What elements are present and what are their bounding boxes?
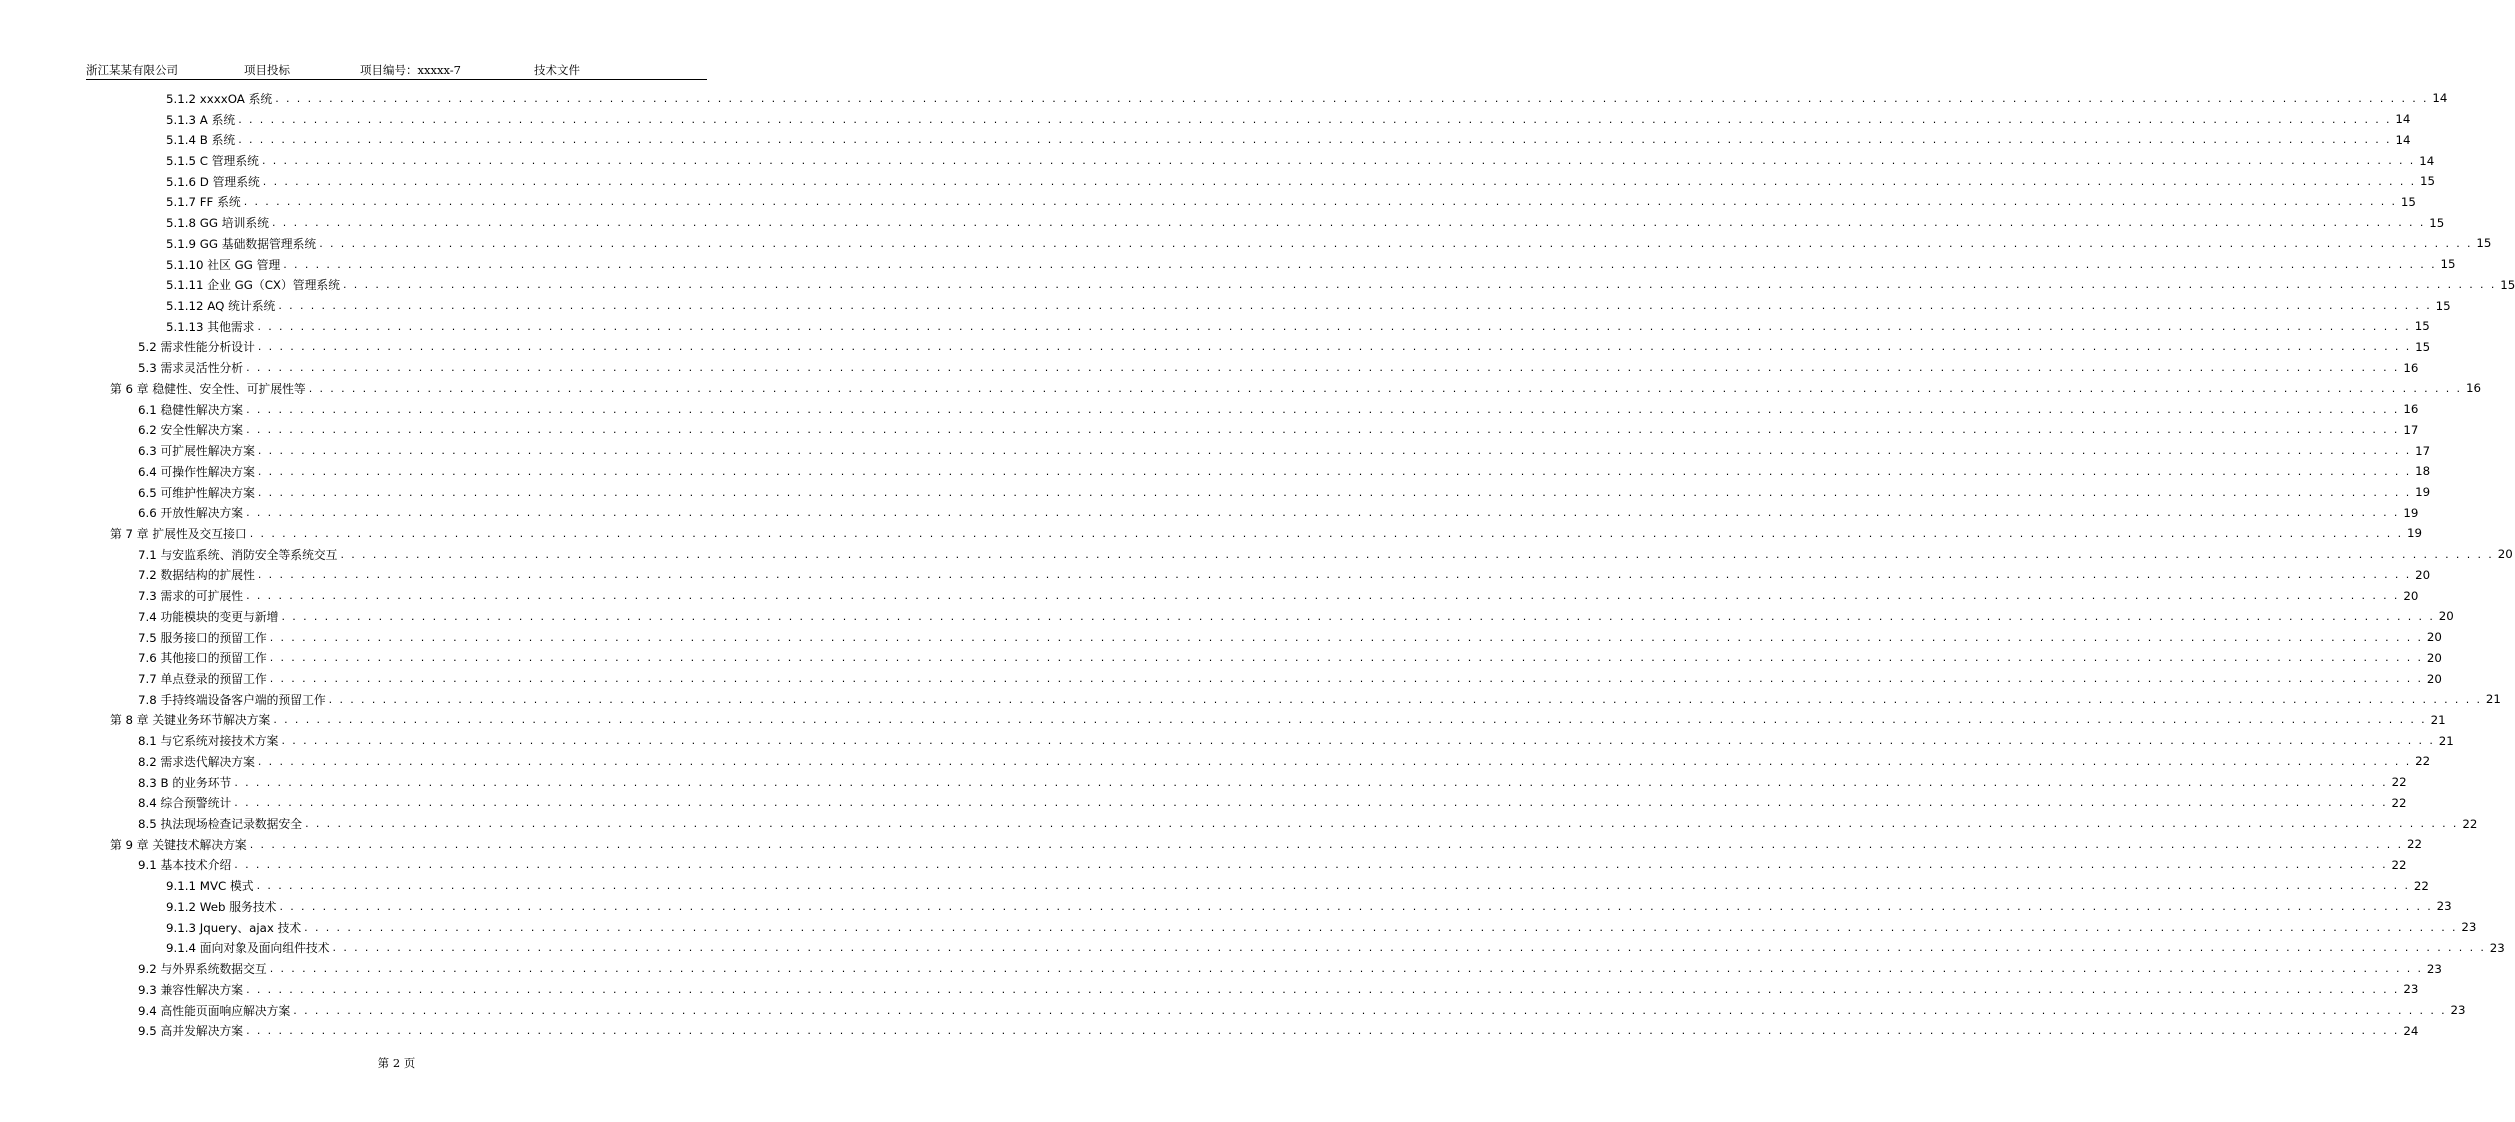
toc-entry[interactable]: [110, 710, 2446, 731]
toc-leader-dots: . . . . . . . . . . . . . . . . . . . . . . . . . . . . . . . . . . . . . . . . . . . . . . . . . . . . . . . . . . . . . . . . . . . . . . . . . . . . . . . . . . . . . . . . . . . . . . . . . . . . . . . . . . . . . . . . . . . . . . . . . . . . . . . . . . . . . . . . . . . . . . . . . . . . . . . . . . . . . . . . . . . . . . . . . . . . . . . . . . . . . . . . . . . . . . . . . . . . . . . .: [269, 651, 2423, 665]
toc-entry[interactable]: [166, 938, 2505, 959]
toc-entry-page: 17: [2415, 443, 2431, 458]
toc-entry-page: 15: [2500, 277, 2515, 292]
toc-entry-title: 5.1.4 B 系统: [166, 133, 236, 148]
toc-leader-dots: . . . . . . . . . . . . . . . . . . . . . . . . . . . . . . . . . . . . . . . . . . . . . . . . . . . . . . . . . . . . . . . . . . . . . . . . . . . . . . . . . . . . . . . . . . . . . . . . . . . . . . . . . . . . . . . . . . . . . . . . . . . . . . . . . . . . . . . . . . . . . . . . . . . . . . . . . . . . . . . . . . . . . . . . . . . . . . . . . . . . . . . . . . . . . . . . . . . . . . . .: [328, 692, 2482, 706]
toc-entry-title: 8.1 与它系统对接技术方案: [138, 734, 279, 749]
toc-entry-title: 第 9 章 关键技术解决方案: [110, 837, 247, 852]
toc-entry[interactable]: [138, 606, 2454, 627]
toc-entry-title: 5.1.12 AQ 统计系统: [166, 299, 276, 314]
toc-leader-dots: . . . . . . . . . . . . . . . . . . . . . . . . . . . . . . . . . . . . . . . . . . . . . . . . . . . . . . . . . . . . . . . . . . . . . . . . . . . . . . . . . . . . . . . . . . . . . . . . . . . . . . . . . . . . . . . . . . . . . . . . . . . . . . . . . . . . . . . . . . . . . . . . . . . . . . . . . . . . . . . . . . . . . . . . . . . . . . . . . . . . . . . . . . . . . . . . . . . . . . . .: [246, 589, 2400, 603]
page-number-label: 第 2 页: [377, 1056, 416, 1070]
toc-leader-dots: . . . . . . . . . . . . . . . . . . . . . . . . . . . . . . . . . . . . . . . . . . . . . . . . . . . . . . . . . . . . . . . . . . . . . . . . . . . . . . . . . . . . . . . . . . . . . . . . . . . . . . . . . . . . . . . . . . . . . . . . . . . . . . . . . . . . . . . . . . . . . . . . . . . . . . . . . . . . . . . . . . . . . . . . . . . . . . . . . . . . . . . . . . . . . . . . . . . . . . . .: [275, 91, 2429, 105]
toc-entry[interactable]: [138, 544, 2513, 565]
toc-entry[interactable]: [166, 109, 2411, 130]
toc-leader-dots: . . . . . . . . . . . . . . . . . . . . . . . . . . . . . . . . . . . . . . . . . . . . . . . . . . . . . . . . . . . . . . . . . . . . . . . . . . . . . . . . . . . . . . . . . . . . . . . . . . . . . . . . . . . . . . . . . . . . . . . . . . . . . . . . . . . . . . . . . . . . . . . . . . . . . . . . . . . . . . . . . . . . . . . . . . . . . . . . . . . . . . . . . . . . . . . . . . . . . . . .: [273, 713, 2427, 727]
toc-entry-page: 22: [2391, 795, 2407, 810]
toc-leader-dots: . . . . . . . . . . . . . . . . . . . . . . . . . . . . . . . . . . . . . . . . . . . . . . . . . . . . . . . . . . . . . . . . . . . . . . . . . . . . . . . . . . . . . . . . . . . . . . . . . . . . . . . . . . . . . . . . . . . . . . . . . . . . . . . . . . . . . . . . . . . . . . . . . . . . . . . . . . . . . . . . . . . . . . . . . . . . . . . . . . . . . . . . . . . . . . . . . . . . . . . .: [332, 941, 2486, 955]
toc-leader-dots: . . . . . . . . . . . . . . . . . . . . . . . . . . . . . . . . . . . . . . . . . . . . . . . . . . . . . . . . . . . . . . . . . . . . . . . . . . . . . . . . . . . . . . . . . . . . . . . . . . . . . . . . . . . . . . . . . . . . . . . . . . . . . . . . . . . . . . . . . . . . . . . . . . . . . . . . . . . . . . . . . . . . . . . . . . . . . . . . . . . . . . . . . . . . . . . . . . . . . . . .: [246, 423, 2400, 437]
toc-entry-title: 5.1.5 C 管理系统: [166, 154, 259, 168]
toc-entry[interactable]: [166, 233, 2492, 254]
toc-entry-page: 23: [2426, 961, 2442, 976]
toc-entry[interactable]: [138, 668, 2442, 689]
toc-entry-title: 7.8 手持终端设备客户端的预留工作: [138, 692, 326, 707]
toc-entry-page: 15: [2414, 319, 2430, 334]
toc-leader-dots: . . . . . . . . . . . . . . . . . . . . . . . . . . . . . . . . . . . . . . . . . . . . . . . . . . . . . . . . . . . . . . . . . . . . . . . . . . . . . . . . . . . . . . . . . . . . . . . . . . . . . . . . . . . . . . . . . . . . . . . . . . . . . . . . . . . . . . . . . . . . . . . . . . . . . . . . . . . . . . . . . . . . . . . . . . . . . . . . . . . . . . . . . . . . . . . . . . . . . . . .: [246, 402, 2400, 416]
toc-entry[interactable]: [166, 88, 2448, 109]
toc-entry-page: 14: [2432, 91, 2448, 106]
toc-entry-page: 22: [2406, 837, 2422, 852]
toc-leader-dots: . . . . . . . . . . . . . . . . . . . . . . . . . . . . . . . . . . . . . . . . . . . . . . . . . . . . . . . . . . . . . . . . . . . . . . . . . . . . . . . . . . . . . . . . . . . . . . . . . . . . . . . . . . . . . . . . . . . . . . . . . . . . . . . . . . . . . . . . . . . . . . . . . . . . . . . . . . . . . . . . . . . . . . . . . . . . . . . . . . . . . . . . . . . . . . . . . . . . . . . .: [246, 1024, 2400, 1038]
toc-entry-page: 20: [2426, 630, 2442, 645]
toc-entry[interactable]: [138, 482, 2431, 503]
toc-entry-page: 14: [2395, 132, 2411, 147]
toc-entry-page: 15: [2415, 339, 2431, 354]
toc-entry-title: 第 8 章 关键业务环节解决方案: [110, 713, 271, 728]
toc-entry[interactable]: [138, 772, 2407, 793]
toc-entry-title: 9.5 高并发解决方案: [138, 1024, 244, 1039]
toc-entry[interactable]: [138, 461, 2431, 482]
toc-entry[interactable]: [166, 150, 2435, 171]
toc-entry-page: 14: [2419, 153, 2435, 168]
toc-entry-title: 6.4 可操作性解决方案: [138, 464, 255, 479]
toc-entry-page: 19: [2403, 505, 2419, 520]
toc-entry[interactable]: [138, 855, 2407, 876]
toc-entry-title: 5.1.2 xxxxOA 系统: [166, 91, 273, 106]
toc-leader-dots: . . . . . . . . . . . . . . . . . . . . . . . . . . . . . . . . . . . . . . . . . . . . . . . . . . . . . . . . . . . . . . . . . . . . . . . . . . . . . . . . . . . . . . . . . . . . . . . . . . . . . . . . . . . . . . . . . . . . . . . . . . . . . . . . . . . . . . . . . . . . . . . . . . . . . . . . . . . . . . . . . . . . . . . . . . . . . . . . . . . . . . . . . . . . . . . . . . . . . . . .: [234, 796, 2388, 810]
toc-entry[interactable]: [138, 502, 2419, 523]
toc-leader-dots: . . . . . . . . . . . . . . . . . . . . . . . . . . . . . . . . . . . . . . . . . . . . . . . . . . . . . . . . . . . . . . . . . . . . . . . . . . . . . . . . . . . . . . . . . . . . . . . . . . . . . . . . . . . . . . . . . . . . . . . . . . . . . . . . . . . . . . . . . . . . . . . . . . . . . . . . . . . . . . . . . . . . . . . . . . . . . . . . . . . . . . . . . . . . . . . . . . . . . . . .: [257, 754, 2412, 768]
toc-entry-page: 20: [2497, 547, 2513, 562]
toc-leader-dots: . . . . . . . . . . . . . . . . . . . . . . . . . . . . . . . . . . . . . . . . . . . . . . . . . . . . . . . . . . . . . . . . . . . . . . . . . . . . . . . . . . . . . . . . . . . . . . . . . . . . . . . . . . . . . . . . . . . . . . . . . . . . . . . . . . . . . . . . . . . . . . . . . . . . . . . . . . . . . . . . . . . . . . . . . . . . . . . . . . . . . . . . . . . . . . . . . . . . . . . .: [257, 568, 2412, 582]
toc-leader-dots: . . . . . . . . . . . . . . . . . . . . . . . . . . . . . . . . . . . . . . . . . . . . . . . . . . . . . . . . . . . . . . . . . . . . . . . . . . . . . . . . . . . . . . . . . . . . . . . . . . . . . . . . . . . . . . . . . . . . . . . . . . . . . . . . . . . . . . . . . . . . . . . . . . . . . . . . . . . . . . . . . . . . . . . . . . . . . . . . . . . . . . . . . . . . . . . . . . . . . . . .: [272, 216, 2426, 230]
toc-leader-dots: . . . . . . . . . . . . . . . . . . . . . . . . . . . . . . . . . . . . . . . . . . . . . . . . . . . . . . . . . . . . . . . . . . . . . . . . . . . . . . . . . . . . . . . . . . . . . . . . . . . . . . . . . . . . . . . . . . . . . . . . . . . . . . . . . . . . . . . . . . . . . . . . . . . . . . . . . . . . . . . . . . . . . . . . . . . . . . . . . . . . . . . . . . . . . . . . . . . . . . . .: [257, 319, 2411, 333]
toc-entry-title: 5.1.13 其他需求: [166, 319, 255, 334]
toc-leader-dots: . . . . . . . . . . . . . . . . . . . . . . . . . . . . . . . . . . . . . . . . . . . . . . . . . . . . . . . . . . . . . . . . . . . . . . . . . . . . . . . . . . . . . . . . . . . . . . . . . . . . . . . . . . . . . . . . . . . . . . . . . . . . . . . . . . . . . . . . . . . . . . . . . . . . . . . . . . . . . . . . . . . . . . . . . . . . . . . . . . . . . . . . . . . . . . . . . . . . . . . .: [246, 361, 2400, 375]
toc-leader-dots: . . . . . . . . . . . . . . . . . . . . . . . . . . . . . . . . . . . . . . . . . . . . . . . . . . . . . . . . . . . . . . . . . . . . . . . . . . . . . . . . . . . . . . . . . . . . . . . . . . . . . . . . . . . . . . . . . . . . . . . . . . . . . . . . . . . . . . . . . . . . . . . . . . . . . . . . . . . . . . . . . . . . . . . . . . . . . . . . . . . . . . . . . . . . . . . . . . . . . . . .: [249, 526, 2403, 540]
toc-entry-title: 6.1 稳健性解决方案: [138, 402, 244, 417]
toc-entry-page: 19: [2406, 526, 2422, 541]
toc-entry-page: 18: [2415, 464, 2431, 479]
toc-entry[interactable]: [166, 896, 2452, 917]
toc-entry-page: 21: [2485, 692, 2501, 707]
toc-entry-title: 8.5 执法现场检查记录数据安全: [138, 817, 303, 832]
toc-entry[interactable]: [138, 979, 2419, 1000]
toc-entry-title: 5.1.11 企业 GG（CX）管理系统: [166, 278, 340, 293]
toc-entry-title: 第 7 章 扩展性及交互接口: [110, 526, 247, 541]
toc-entry-title: 7.1 与安监系统、消防安全等系统交互: [138, 547, 338, 562]
toc-entry[interactable]: [138, 1020, 2419, 1041]
toc-leader-dots: . . . . . . . . . . . . . . . . . . . . . . . . . . . . . . . . . . . . . . . . . . . . . . . . . . . . . . . . . . . . . . . . . . . . . . . . . . . . . . . . . . . . . . . . . . . . . . . . . . . . . . . . . . . . . . . . . . . . . . . . . . . . . . . . . . . . . . . . . . . . . . . . . . . . . . . . . . . . . . . . . . . . . . . . . . . . . . . . . . . . . . . . . . . . . . . . . . . . . . . .: [305, 817, 2459, 831]
toc-entry-page: 17: [2403, 422, 2419, 437]
toc-entry-title: 7.6 其他接口的预留工作: [138, 651, 267, 666]
toc-leader-dots: . . . . . . . . . . . . . . . . . . . . . . . . . . . . . . . . . . . . . . . . . . . . . . . . . . . . . . . . . . . . . . . . . . . . . . . . . . . . . . . . . . . . . . . . . . . . . . . . . . . . . . . . . . . . . . . . . . . . . . . . . . . . . . . . . . . . . . . . . . . . . . . . . . . . . . . . . . . . . . . . . . . . . . . . . . . . . . . . . . . . . . . . . . . . . . . . . . . . . . . .: [257, 444, 2412, 458]
toc-leader-dots: . . . . . . . . . . . . . . . . . . . . . . . . . . . . . . . . . . . . . . . . . . . . . . . . . . . . . . . . . . . . . . . . . . . . . . . . . . . . . . . . . . . . . . . . . . . . . . . . . . . . . . . . . . . . . . . . . . . . . . . . . . . . . . . . . . . . . . . . . . . . . . . . . . . . . . . . . . . . . . . . . . . . . . . . . . . . . . . . . . . . . . . . . . . . . . . . . . . . . . . .: [281, 734, 2435, 748]
toc-entry-page: 23: [2461, 920, 2477, 935]
toc-leader-dots: . . . . . . . . . . . . . . . . . . . . . . . . . . . . . . . . . . . . . . . . . . . . . . . . . . . . . . . . . . . . . . . . . . . . . . . . . . . . . . . . . . . . . . . . . . . . . . . . . . . . . . . . . . . . . . . . . . . . . . . . . . . . . . . . . . . . . . . . . . . . . . . . . . . . . . . . . . . . . . . . . . . . . . . . . . . . . . . . . . . . . . . . . . . . . . . . . . . . . . . .: [262, 174, 2417, 188]
header-project-no: 项目编号：xxxxx-7: [360, 63, 461, 77]
toc-leader-dots: . . . . . . . . . . . . . . . . . . . . . . . . . . . . . . . . . . . . . . . . . . . . . . . . . . . . . . . . . . . . . . . . . . . . . . . . . . . . . . . . . . . . . . . . . . . . . . . . . . . . . . . . . . . . . . . . . . . . . . . . . . . . . . . . . . . . . . . . . . . . . . . . . . . . . . . . . . . . . . . . . . . . . . . . . . . . . . . . . . . . . . . . . . . . . . . . . . . . . . . .: [257, 340, 2412, 354]
toc-entry[interactable]: [166, 254, 2456, 275]
toc-leader-dots: . . . . . . . . . . . . . . . . . . . . . . . . . . . . . . . . . . . . . . . . . . . . . . . . . . . . . . . . . . . . . . . . . . . . . . . . . . . . . . . . . . . . . . . . . . . . . . . . . . . . . . . . . . . . . . . . . . . . . . . . . . . . . . . . . . . . . . . . . . . . . . . . . . . . . . . . . . . . . . . . . . . . . . . . . . . . . . . . . . . . . . . . . . . . . . . . . . . . . . . .: [257, 485, 2412, 499]
toc-entry-page: 22: [2391, 775, 2407, 790]
toc-leader-dots: . . . . . . . . . . . . . . . . . . . . . . . . . . . . . . . . . . . . . . . . . . . . . . . . . . . . . . . . . . . . . . . . . . . . . . . . . . . . . . . . . . . . . . . . . . . . . . . . . . . . . . . . . . . . . . . . . . . . . . . . . . . . . . . . . . . . . . . . . . . . . . . . . . . . . . . . . . . . . . . . . . . . . . . . . . . . . . . . . . . . . . . . . . . . . . . . . . . . . . . .: [246, 982, 2400, 996]
toc-entry-page: 20: [2438, 609, 2454, 624]
toc-entry[interactable]: [110, 523, 2422, 544]
toc-entry-page: 22: [2415, 754, 2431, 769]
toc-entry-page: 15: [2400, 194, 2416, 209]
toc-entry-page: 16: [2403, 360, 2419, 375]
toc-entry[interactable]: [166, 917, 2477, 938]
toc-entry[interactable]: [138, 399, 2419, 420]
toc-leader-dots: . . . . . . . . . . . . . . . . . . . . . . . . . . . . . . . . . . . . . . . . . . . . . . . . . . . . . . . . . . . . . . . . . . . . . . . . . . . . . . . . . . . . . . . . . . . . . . . . . . . . . . . . . . . . . . . . . . . . . . . . . . . . . . . . . . . . . . . . . . . . . . . . . . . . . . . . . . . . . . . . . . . . . . . . . . . . . . . . . . . . . . . . . . . . . . . . . . . . . . . .: [293, 1003, 2447, 1017]
toc-leader-dots: . . . . . . . . . . . . . . . . . . . . . . . . . . . . . . . . . . . . . . . . . . . . . . . . . . . . . . . . . . . . . . . . . . . . . . . . . . . . . . . . . . . . . . . . . . . . . . . . . . . . . . . . . . . . . . . . . . . . . . . . . . . . . . . . . . . . . . . . . . . . . . . . . . . . . . . . . . . . . . . . . . . . . . . . . . . . . . . . . . . . . . . . . . . . . . . . . . . . . . . .: [269, 630, 2423, 644]
toc-entry-title: 8.4 综合预警统计: [138, 796, 232, 811]
toc-entry-page: 15: [2476, 236, 2492, 251]
toc-entry-title: 6.2 安全性解决方案: [138, 423, 244, 438]
toc-entry-title: 7.4 功能模块的变更与新增: [138, 609, 279, 624]
toc-entry[interactable]: [166, 316, 2430, 337]
toc-entry-page: 15: [2429, 215, 2445, 230]
toc-leader-dots: . . . . . . . . . . . . . . . . . . . . . . . . . . . . . . . . . . . . . . . . . . . . . . . . . . . . . . . . . . . . . . . . . . . . . . . . . . . . . . . . . . . . . . . . . . . . . . . . . . . . . . . . . . . . . . . . . . . . . . . . . . . . . . . . . . . . . . . . . . . . . . . . . . . . . . . . . . . . . . . . . . . . . . . . . . . . . . . . . . . . . . . . . . . . . . . . . . . . . . . .: [319, 236, 2473, 250]
toc-entry-title: 7.7 单点登录的预留工作: [138, 672, 267, 686]
toc-entry-page: 21: [2430, 712, 2446, 727]
toc-entry-title: 5.1.9 GG 基础数据管理系统: [166, 236, 317, 251]
toc-entry[interactable]: [138, 792, 2407, 813]
toc-entry[interactable]: [166, 171, 2436, 192]
toc-entry-page: 16: [2465, 381, 2481, 396]
toc-leader-dots: . . . . . . . . . . . . . . . . . . . . . . . . . . . . . . . . . . . . . . . . . . . . . . . . . . . . . . . . . . . . . . . . . . . . . . . . . . . . . . . . . . . . . . . . . . . . . . . . . . . . . . . . . . . . . . . . . . . . . . . . . . . . . . . . . . . . . . . . . . . . . . . . . . . . . . . . . . . . . . . . . . . . . . . . . . . . . . . . . . . . . . . . . . . . . . . . . . . . . . . .: [304, 920, 2458, 934]
toc-entry-page: 23: [2403, 982, 2419, 997]
toc-leader-dots: . . . . . . . . . . . . . . . . . . . . . . . . . . . . . . . . . . . . . . . . . . . . . . . . . . . . . . . . . . . . . . . . . . . . . . . . . . . . . . . . . . . . . . . . . . . . . . . . . . . . . . . . . . . . . . . . . . . . . . . . . . . . . . . . . . . . . . . . . . . . . . . . . . . . . . . . . . . . . . . . . . . . . . . . . . . . . . . . . . . . . . . . . . . . . . . . . . . . . . . .: [279, 899, 2433, 913]
toc-entry-title: 5.3 需求灵活性分析: [138, 361, 244, 376]
toc-entry[interactable]: [138, 565, 2431, 586]
toc-entry[interactable]: [166, 212, 2445, 233]
toc-leader-dots: . . . . . . . . . . . . . . . . . . . . . . . . . . . . . . . . . . . . . . . . . . . . . . . . . . . . . . . . . . . . . . . . . . . . . . . . . . . . . . . . . . . . . . . . . . . . . . . . . . . . . . . . . . . . . . . . . . . . . . . . . . . . . . . . . . . . . . . . . . . . . . . . . . . . . . . . . . . . . . . . . . . . . . . . . . . . . . . . . . . . . . . . . . . . . . . . . . . . . . . .: [269, 672, 2423, 685]
toc-entry-title: 5.1.7 FF 系统: [166, 195, 241, 210]
toc-entry[interactable]: [138, 1000, 2466, 1021]
toc-entry-title: 5.1.6 D 管理系统: [166, 174, 260, 189]
toc-entry[interactable]: [138, 958, 2442, 979]
toc-entry[interactable]: [138, 357, 2419, 378]
toc-entry-title: 8.3 B 的业务环节: [138, 775, 232, 790]
toc-entry-title: 9.1.1 MVC 模式: [166, 879, 254, 894]
toc-entry-title: 7.2 数据结构的扩展性: [138, 568, 255, 583]
toc-entry-page: 20: [2426, 650, 2442, 665]
toc-entry-page: 16: [2403, 402, 2419, 417]
toc-entry-page: 21: [2438, 733, 2454, 748]
toc-entry[interactable]: [138, 689, 2501, 710]
toc-entry-title: 9.1 基本技术介绍: [138, 858, 232, 873]
toc-entry-page: 15: [2435, 298, 2451, 313]
toc-entry-title: 9.1.2 Web 服务技术: [166, 899, 277, 914]
toc-entry-title: 5.1.8 GG 培训系统: [166, 216, 269, 231]
toc-entry[interactable]: [110, 378, 2481, 399]
toc-leader-dots: . . . . . . . . . . . . . . . . . . . . . . . . . . . . . . . . . . . . . . . . . . . . . . . . . . . . . . . . . . . . . . . . . . . . . . . . . . . . . . . . . . . . . . . . . . . . . . . . . . . . . . . . . . . . . . . . . . . . . . . . . . . . . . . . . . . . . . . . . . . . . . . . . . . . . . . . . . . . . . . . . . . . . . . . . . . . . . . . . . . . . . . . . . . . . . . . . . . . . . . .: [234, 858, 2388, 872]
toc-entry-title: 第 6 章 稳健性、安全性、可扩展性等: [110, 381, 306, 396]
toc-leader-dots: . . . . . . . . . . . . . . . . . . . . . . . . . . . . . . . . . . . . . . . . . . . . . . . . . . . . . . . . . . . . . . . . . . . . . . . . . . . . . . . . . . . . . . . . . . . . . . . . . . . . . . . . . . . . . . . . . . . . . . . . . . . . . . . . . . . . . . . . . . . . . . . . . . . . . . . . . . . . . . . . . . . . . . . . . . . . . . . . . . . . . . . . . . . . . . . . . . . . . . . .: [246, 506, 2400, 520]
toc-entry-page: 23: [2489, 940, 2505, 955]
toc-entry-page: 15: [2440, 257, 2456, 272]
toc-entry-page: 22: [2413, 878, 2429, 893]
page-footer: [0, 1055, 793, 1071]
toc-entry[interactable]: [138, 751, 2431, 772]
toc-leader-dots: . . . . . . . . . . . . . . . . . . . . . . . . . . . . . . . . . . . . . . . . . . . . . . . . . . . . . . . . . . . . . . . . . . . . . . . . . . . . . . . . . . . . . . . . . . . . . . . . . . . . . . . . . . . . . . . . . . . . . . . . . . . . . . . . . . . . . . . . . . . . . . . . . . . . . . . . . . . . . . . . . . . . . . . . . . . . . . . . . . . . . . . . . . . . . . . . . . . . . . . .: [343, 278, 2497, 292]
toc-leader-dots: . . . . . . . . . . . . . . . . . . . . . . . . . . . . . . . . . . . . . . . . . . . . . . . . . . . . . . . . . . . . . . . . . . . . . . . . . . . . . . . . . . . . . . . . . . . . . . . . . . . . . . . . . . . . . . . . . . . . . . . . . . . . . . . . . . . . . . . . . . . . . . . . . . . . . . . . . . . . . . . . . . . . . . . . . . . . . . . . . . . . . . . . . . . . . . . . . . . . . . . .: [256, 879, 2410, 893]
toc-entry-page: 14: [2395, 112, 2411, 127]
toc-entry[interactable]: [166, 192, 2416, 213]
toc-leader-dots: . . . . . . . . . . . . . . . . . . . . . . . . . . . . . . . . . . . . . . . . . . . . . . . . . . . . . . . . . . . . . . . . . . . . . . . . . . . . . . . . . . . . . . . . . . . . . . . . . . . . . . . . . . . . . . . . . . . . . . . . . . . . . . . . . . . . . . . . . . . . . . . . . . . . . . . . . . . . . . . . . . . . . . . . . . . . . . . . . . . . . . . . . . . . . . . . . . . . . . . .: [269, 962, 2423, 976]
toc-entry-page: 23: [2436, 899, 2452, 914]
toc-leader-dots: . . . . . . . . . . . . . . . . . . . . . . . . . . . . . . . . . . . . . . . . . . . . . . . . . . . . . . . . . . . . . . . . . . . . . . . . . . . . . . . . . . . . . . . . . . . . . . . . . . . . . . . . . . . . . . . . . . . . . . . . . . . . . . . . . . . . . . . . . . . . . . . . . . . . . . . . . . . . . . . . . . . . . . . . . . . . . . . . . . . . . . . . . . . . . . . . . . . . . . . .: [340, 547, 2494, 561]
header-doc-type: 技术文件: [534, 63, 580, 77]
toc-entry-title: 6.3 可扩展性解决方案: [138, 444, 255, 459]
toc-leader-dots: . . . . . . . . . . . . . . . . . . . . . . . . . . . . . . . . . . . . . . . . . . . . . . . . . . . . . . . . . . . . . . . . . . . . . . . . . . . . . . . . . . . . . . . . . . . . . . . . . . . . . . . . . . . . . . . . . . . . . . . . . . . . . . . . . . . . . . . . . . . . . . . . . . . . . . . . . . . . . . . . . . . . . . . . . . . . . . . . . . . . . . . . . . . . . . . . . . . . . . . .: [281, 609, 2435, 623]
toc-entry-page: 22: [2391, 857, 2407, 872]
toc-leader-dots: . . . . . . . . . . . . . . . . . . . . . . . . . . . . . . . . . . . . . . . . . . . . . . . . . . . . . . . . . . . . . . . . . . . . . . . . . . . . . . . . . . . . . . . . . . . . . . . . . . . . . . . . . . . . . . . . . . . . . . . . . . . . . . . . . . . . . . . . . . . . . . . . . . . . . . . . . . . . . . . . . . . . . . . . . . . . . . . . . . . . . . . . . . . . . . . . . . . . . . . .: [234, 775, 2388, 789]
toc-entry[interactable]: [138, 420, 2419, 441]
toc-leader-dots: . . . . . . . . . . . . . . . . . . . . . . . . . . . . . . . . . . . . . . . . . . . . . . . . . . . . . . . . . . . . . . . . . . . . . . . . . . . . . . . . . . . . . . . . . . . . . . . . . . . . . . . . . . . . . . . . . . . . . . . . . . . . . . . . . . . . . . . . . . . . . . . . . . . . . . . . . . . . . . . . . . . . . . . . . . . . . . . . . . . . . . . . . . . . . . . . . . . . . . . .: [249, 837, 2403, 851]
toc-entry-page: 20: [2415, 567, 2431, 582]
toc-entry-title: 5.1.10 社区 GG 管理: [166, 257, 281, 272]
toc-entry-title: 6.6 开放性解决方案: [138, 506, 244, 521]
header-company: 浙江某某有限公司: [86, 63, 178, 77]
toc-entry-title: 5.2 需求性能分析设计: [138, 340, 255, 355]
toc-entry-title: 8.2 需求迭代解决方案: [138, 754, 255, 769]
toc-entry-page: 20: [2426, 671, 2442, 686]
toc-entry[interactable]: [166, 129, 2411, 150]
toc-leader-dots: . . . . . . . . . . . . . . . . . . . . . . . . . . . . . . . . . . . . . . . . . . . . . . . . . . . . . . . . . . . . . . . . . . . . . . . . . . . . . . . . . . . . . . . . . . . . . . . . . . . . . . . . . . . . . . . . . . . . . . . . . . . . . . . . . . . . . . . . . . . . . . . . . . . . . . . . . . . . . . . . . . . . . . . . . . . . . . . . . . . . . . . . . . . . . . . . . . . . . . . .: [261, 154, 2416, 167]
toc-entry-title: 7.3 需求的可扩展性: [138, 589, 244, 604]
toc-entry-page: 19: [2415, 485, 2431, 500]
toc-entry-title: 7.5 服务接口的预留工作: [138, 630, 267, 645]
toc-entry[interactable]: [138, 730, 2454, 751]
toc-entry-page: 23: [2450, 1003, 2466, 1018]
page-header: [86, 62, 707, 80]
header-bid: 项目投标: [244, 63, 290, 77]
toc-entry[interactable]: [166, 274, 2515, 295]
toc-entry[interactable]: [138, 585, 2419, 606]
toc-entry-title: 9.1.3 Jquery、ajax 技术: [166, 920, 302, 935]
toc-entry[interactable]: [166, 875, 2429, 896]
toc-leader-dots: . . . . . . . . . . . . . . . . . . . . . . . . . . . . . . . . . . . . . . . . . . . . . . . . . . . . . . . . . . . . . . . . . . . . . . . . . . . . . . . . . . . . . . . . . . . . . . . . . . . . . . . . . . . . . . . . . . . . . . . . . . . . . . . . . . . . . . . . . . . . . . . . . . . . . . . . . . . . . . . . . . . . . . . . . . . . . . . . . . . . . . . . . . . . . . . . . . . . . . . .: [308, 381, 2462, 395]
toc-entry[interactable]: [110, 834, 2422, 855]
toc-entry-page: 20: [2403, 588, 2419, 603]
toc-entry-page: 15: [2420, 174, 2436, 189]
toc-leader-dots: . . . . . . . . . . . . . . . . . . . . . . . . . . . . . . . . . . . . . . . . . . . . . . . . . . . . . . . . . . . . . . . . . . . . . . . . . . . . . . . . . . . . . . . . . . . . . . . . . . . . . . . . . . . . . . . . . . . . . . . . . . . . . . . . . . . . . . . . . . . . . . . . . . . . . . . . . . . . . . . . . . . . . . . . . . . . . . . . . . . . . . . . . . . . . . . . . . . . . . . .: [278, 299, 2432, 313]
toc-leader-dots: . . . . . . . . . . . . . . . . . . . . . . . . . . . . . . . . . . . . . . . . . . . . . . . . . . . . . . . . . . . . . . . . . . . . . . . . . . . . . . . . . . . . . . . . . . . . . . . . . . . . . . . . . . . . . . . . . . . . . . . . . . . . . . . . . . . . . . . . . . . . . . . . . . . . . . . . . . . . . . . . . . . . . . . . . . . . . . . . . . . . . . . . . . . . . . . . . . . . . . . .: [257, 464, 2412, 478]
toc-leader-dots: . . . . . . . . . . . . . . . . . . . . . . . . . . . . . . . . . . . . . . . . . . . . . . . . . . . . . . . . . . . . . . . . . . . . . . . . . . . . . . . . . . . . . . . . . . . . . . . . . . . . . . . . . . . . . . . . . . . . . . . . . . . . . . . . . . . . . . . . . . . . . . . . . . . . . . . . . . . . . . . . . . . . . . . . . . . . . . . . . . . . . . . . . . . . . . . . . . . . . . . .: [283, 257, 2437, 271]
toc-entry-title: 9.2 与外界系统数据交互: [138, 962, 267, 977]
toc-entry-title: 6.5 可维护性解决方案: [138, 485, 255, 500]
toc-entry[interactable]: [138, 647, 2442, 668]
toc-entry[interactable]: [138, 337, 2431, 358]
toc-entry-title: 9.1.4 面向对象及面向组件技术: [166, 941, 330, 956]
toc-leader-dots: . . . . . . . . . . . . . . . . . . . . . . . . . . . . . . . . . . . . . . . . . . . . . . . . . . . . . . . . . . . . . . . . . . . . . . . . . . . . . . . . . . . . . . . . . . . . . . . . . . . . . . . . . . . . . . . . . . . . . . . . . . . . . . . . . . . . . . . . . . . . . . . . . . . . . . . . . . . . . . . . . . . . . . . . . . . . . . . . . . . . . . . . . . . . . . . . . . . . . . . .: [238, 112, 2392, 126]
toc-entry-title: 5.1.3 A 系统: [166, 112, 236, 127]
toc-entry[interactable]: [138, 627, 2442, 648]
toc-entry[interactable]: [138, 813, 2478, 834]
toc-leader-dots: . . . . . . . . . . . . . . . . . . . . . . . . . . . . . . . . . . . . . . . . . . . . . . . . . . . . . . . . . . . . . . . . . . . . . . . . . . . . . . . . . . . . . . . . . . . . . . . . . . . . . . . . . . . . . . . . . . . . . . . . . . . . . . . . . . . . . . . . . . . . . . . . . . . . . . . . . . . . . . . . . . . . . . . . . . . . . . . . . . . . . . . . . . . . . . . . . . . . . . . .: [243, 195, 2397, 209]
toc-entry-page: 24: [2403, 1023, 2419, 1038]
toc-entry-title: 9.3 兼容性解决方案: [138, 982, 244, 997]
toc-entry[interactable]: [166, 295, 2451, 316]
toc-leader-dots: . . . . . . . . . . . . . . . . . . . . . . . . . . . . . . . . . . . . . . . . . . . . . . . . . . . . . . . . . . . . . . . . . . . . . . . . . . . . . . . . . . . . . . . . . . . . . . . . . . . . . . . . . . . . . . . . . . . . . . . . . . . . . . . . . . . . . . . . . . . . . . . . . . . . . . . . . . . . . . . . . . . . . . . . . . . . . . . . . . . . . . . . . . . . . . . . . . . . . . . .: [238, 133, 2392, 147]
toc-entry-title: 9.4 高性能页面响应解决方案: [138, 1003, 291, 1018]
toc-entry-page: 22: [2462, 816, 2478, 831]
toc-entry[interactable]: [138, 440, 2431, 461]
